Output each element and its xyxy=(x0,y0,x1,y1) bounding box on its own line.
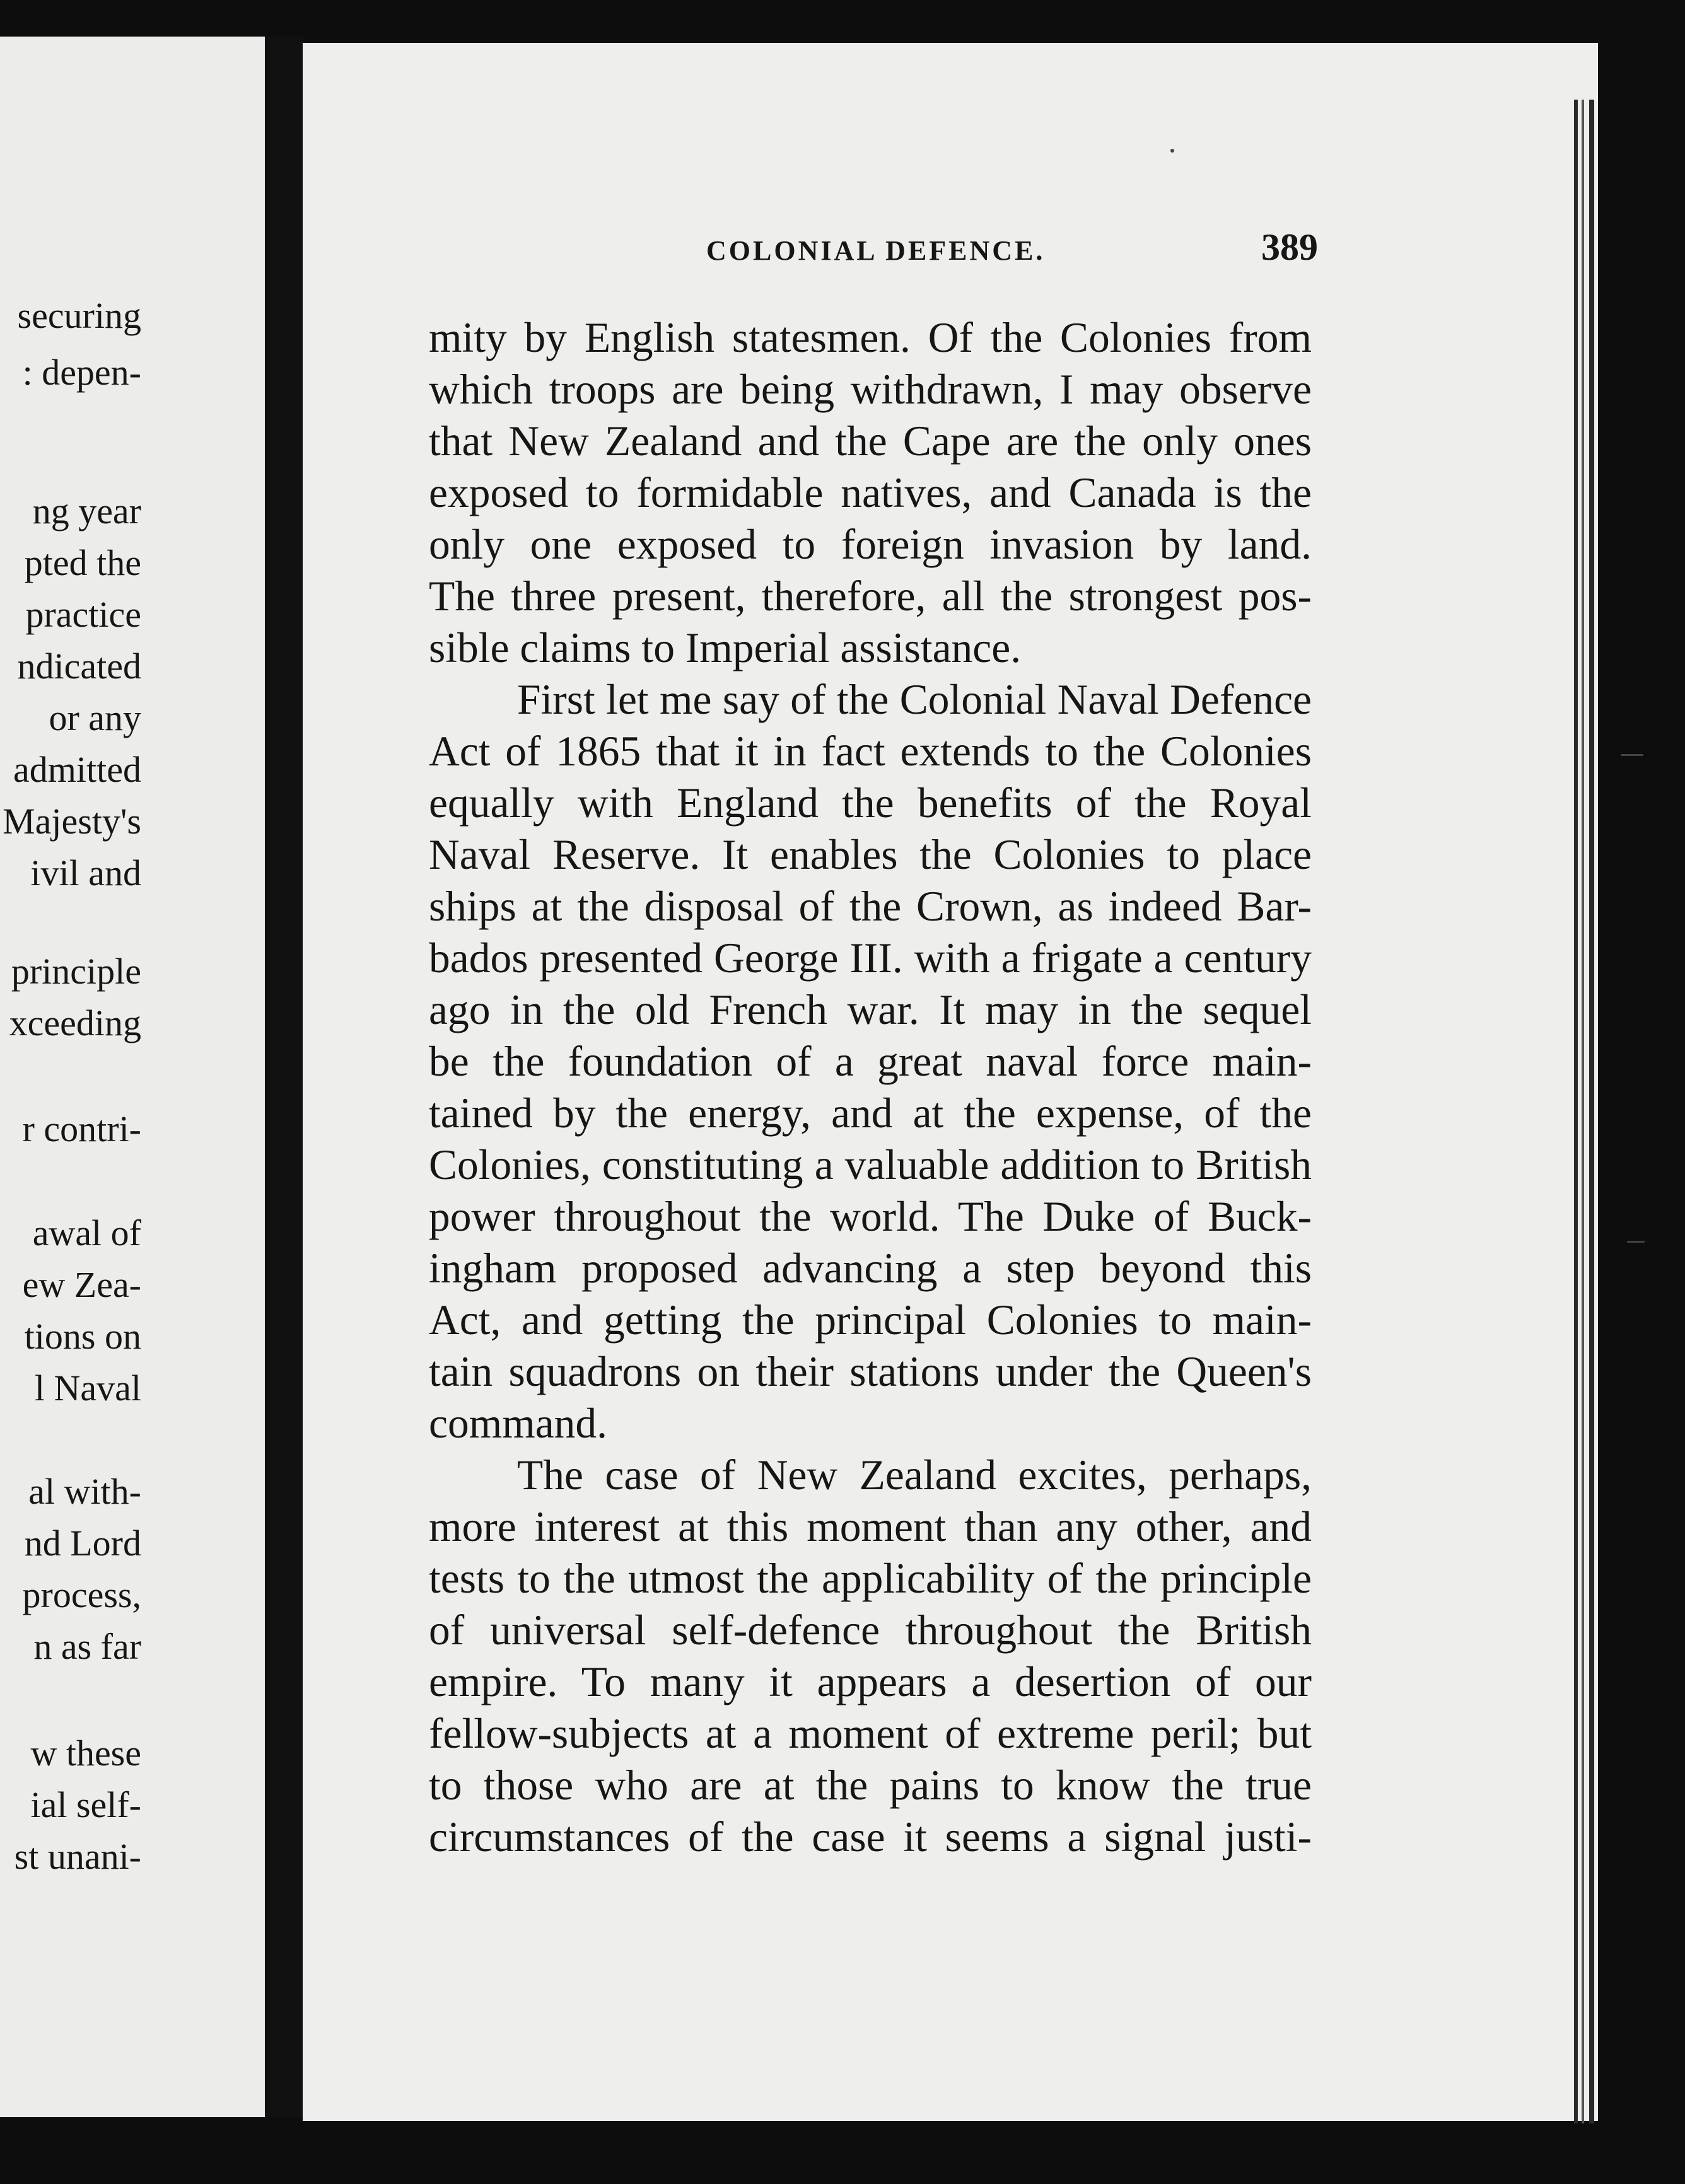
page-edge-line xyxy=(1574,100,1578,2123)
text-line: bados presented George III. with a frigate a century xyxy=(429,934,1312,982)
text-line: ago in the old French war. It may in the sequel xyxy=(429,986,1312,1033)
text-line: ships at the disposal of the Crown, as indeed Bar- xyxy=(429,883,1312,930)
facing-page-line: n as far xyxy=(33,1626,141,1667)
facing-page-line: tions on xyxy=(24,1316,141,1357)
text-line: The three present, therefore, all the strongest pos- xyxy=(429,572,1312,620)
facing-page-line: ng year xyxy=(32,491,141,531)
text-line: command. xyxy=(429,1400,608,1447)
page-number: 389 xyxy=(1261,226,1318,268)
facing-page-text xyxy=(0,37,265,2117)
facing-page-line: principle xyxy=(11,951,141,992)
book-gutter xyxy=(265,37,303,2117)
facing-page-line: st unani- xyxy=(14,1836,141,1877)
facing-page-line: practice xyxy=(25,594,141,635)
facing-page-line: pted the xyxy=(24,542,141,583)
facing-page-line: awal of xyxy=(32,1212,141,1253)
text-line: power throughout the world. The Duke of Buck- xyxy=(429,1193,1312,1240)
text-line: exposed to formidable natives, and Canada is the xyxy=(429,469,1312,516)
facing-page-line: securing xyxy=(17,295,141,336)
facing-page-line: ndicated xyxy=(17,646,141,687)
text-line: be the foundation of a great naval force main- xyxy=(429,1038,1312,1085)
text-line: tain squadrons on their stations under the Queen's xyxy=(429,1348,1312,1395)
facing-page-line: Majesty's xyxy=(3,801,141,842)
paper-speck xyxy=(1170,149,1174,153)
running-head: COLONIAL DEFENCE. xyxy=(706,235,1046,266)
facing-page-line: l Naval xyxy=(34,1368,141,1409)
text-line: fellow-subjects at a moment of extreme peril; but xyxy=(429,1710,1312,1757)
text-line: ingham proposed advancing a step beyond this xyxy=(429,1245,1312,1292)
body-text xyxy=(429,313,1312,1952)
text-line: Act of 1865 that it in fact extends to the Colonies xyxy=(429,728,1312,775)
text-line: only one exposed to foreign invasion by land. xyxy=(429,521,1312,568)
text-line: more interest at this moment than any other, and xyxy=(429,1503,1312,1550)
facing-page-line: or any xyxy=(49,697,141,738)
text-line: tests to the utmost the applicability of the principle xyxy=(429,1555,1312,1602)
paragraph-first-line: First let me say of the Colonial Naval Defence xyxy=(517,676,1312,723)
paper-mark xyxy=(1621,754,1643,756)
text-line: which troops are being withdrawn, I may observe xyxy=(429,366,1312,413)
text-line: of universal self-defence throughout the British xyxy=(429,1606,1312,1654)
facing-page-line: ivil and xyxy=(30,852,141,893)
facing-page-line: process, xyxy=(22,1574,141,1615)
page-edge-line xyxy=(1582,100,1584,2123)
facing-page-line: : depen- xyxy=(22,352,141,393)
facing-page-line: w these xyxy=(30,1733,141,1774)
text-line: mity by English statesmen. Of the Colonies from xyxy=(429,314,1312,361)
text-line: empire. To many it appears a desertion of our xyxy=(429,1658,1312,1705)
paragraph-first-line: The case of New Zealand excites, perhaps, xyxy=(517,1451,1312,1499)
facing-page-line: ew Zea- xyxy=(22,1264,141,1305)
text-line: equally with England the benefits of the Royal xyxy=(429,779,1312,827)
facing-page-line: al with- xyxy=(28,1471,141,1512)
page-edge-line xyxy=(1589,100,1594,2123)
page-header xyxy=(410,202,1318,271)
text-line: Colonies, constituting a valuable addition to British xyxy=(429,1141,1312,1188)
facing-page-line: admitted xyxy=(13,749,141,790)
text-line: tained by the energy, and at the expense, of the xyxy=(429,1089,1312,1137)
text-line: that New Zealand and the Cape are the only ones xyxy=(429,417,1312,465)
text-line: to those who are at the pains to know the true xyxy=(429,1762,1312,1809)
text-line: Act, and getting the principal Colonies to main- xyxy=(429,1296,1312,1344)
facing-page xyxy=(0,37,269,2117)
facing-page-line: xceeding xyxy=(9,1002,141,1043)
text-line: Naval Reserve. It enables the Colonies to place xyxy=(429,831,1312,878)
text-line: sible claims to Imperial assistance. xyxy=(429,624,1022,671)
paper-mark xyxy=(1627,1241,1645,1243)
facing-page-line: r contri- xyxy=(22,1108,141,1149)
text-line: circumstances of the case it seems a signal justi- xyxy=(429,1813,1312,1861)
facing-page-line: ial self- xyxy=(30,1784,141,1825)
facing-page-line: nd Lord xyxy=(24,1523,141,1564)
